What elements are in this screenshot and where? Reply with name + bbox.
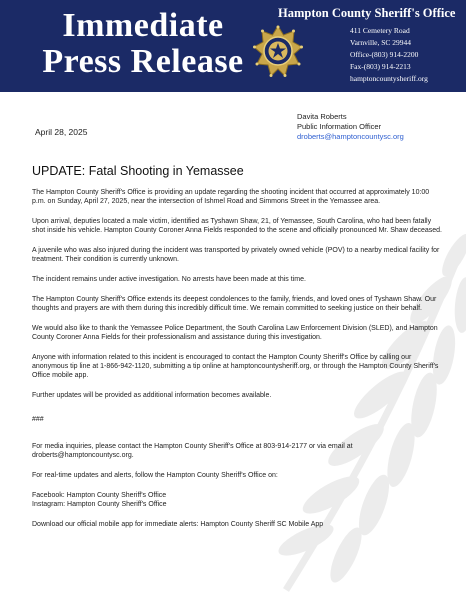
- paragraph: The Hampton County Sheriff's Office is providing an update regarding the shooting incident that occurred at approximately 10:00 p.m. on Sunday, April 27, 2025, near the intersection of Ishmel Road and Simmons Street in the Yemassee area.: [32, 189, 430, 205]
- facebook-line: Facebook: Hampton County Sheriff's Office: [32, 492, 167, 499]
- pio-contact: [297, 112, 404, 142]
- realtime-updates: For real-time updates and alerts, follow the Hampton County Sheriff's Office on:: [32, 472, 278, 479]
- end-mark: ###: [32, 416, 44, 423]
- paragraph: We would also like to thank the Yemassee Police Department, the South Carolina Law Enforcement Division (SLED), and Hampton County Coroner Anna Fields for their professionalism and assistance during this investigation.: [32, 325, 438, 341]
- office-name: Hampton County Sheriff's Office: [278, 6, 456, 20]
- paragraph: The incident remains under active investigation. No arrests have been made at this time.: [32, 276, 306, 283]
- paragraph: Further updates will be provided as additional information becomes available.: [32, 392, 272, 399]
- title-line-2: Press Release: [42, 43, 244, 80]
- release-body: [32, 188, 442, 540]
- document-title: UPDATE: Fatal Shooting in Yemassee: [32, 164, 244, 178]
- paragraph: Upon arrival, deputies located a male victim, identified as Tyshawn Shaw, 21, of Yemassee, South Carolina, who had been fatally shot inside his vehicle. Hampton County Coroner Anna Fields responded to the scene and officially pronounced Mr. Shaw deceased.: [32, 218, 443, 234]
- title-line-1: Immediate: [62, 7, 224, 44]
- header-banner: [0, 0, 466, 92]
- paragraph: A juvenile who was also injured during the incident was transported by privately owned vehicle (POV) to a nearby medical facility for treatment. Their condition is currently unknown.: [32, 247, 440, 263]
- pio-email-link[interactable]: droberts@hamptoncountysc.org: [297, 132, 404, 141]
- instagram-line: Instagram: Hampton County Sheriff's Office: [32, 501, 167, 508]
- contact-block: [350, 25, 428, 85]
- website-link[interactable]: hamptoncountysheriff.org: [350, 74, 428, 83]
- address-line-2: Varnville, SC 29944: [350, 38, 412, 47]
- pio-name: Davita Roberts: [297, 112, 347, 121]
- address-line-1: 411 Cemetery Road: [350, 26, 410, 35]
- mobile-app-line: Download our official mobile app for immediate alerts: Hampton County Sheriff SC Mobile App: [32, 521, 324, 528]
- release-date: April 28, 2025: [35, 127, 88, 137]
- office-phone: Office-(803) 914-2200: [350, 50, 419, 59]
- pio-title: Public Information Officer: [297, 122, 382, 131]
- paragraph: The Hampton County Sheriff's Office extends its deepest condolences to the family, friends, and loved ones of Tyshawn Shaw. Our thoughts and prayers are with them during this incredibly difficult time. We remain committed to seeking justice on their behalf.: [32, 296, 437, 312]
- press-release-title: [38, 8, 248, 80]
- fax-number: Fax-(803) 914-2213: [350, 62, 411, 71]
- media-inquiries: For media inquiries, please contact the Hampton County Sheriff's Office at 803-914-2177 or via email at droberts@hamptoncountysc.org.: [32, 443, 353, 459]
- sheriff-badge-icon: [253, 25, 303, 77]
- paragraph: Anyone with information related to this incident is encouraged to contact the Hampton County Sheriff's Office by calling our anonymous tip line at 1-866-942-1120, submitting a tip online at hamptoncountysheriff.org, or through the Hampton County Sheriff's Office mobile app.: [32, 354, 439, 379]
